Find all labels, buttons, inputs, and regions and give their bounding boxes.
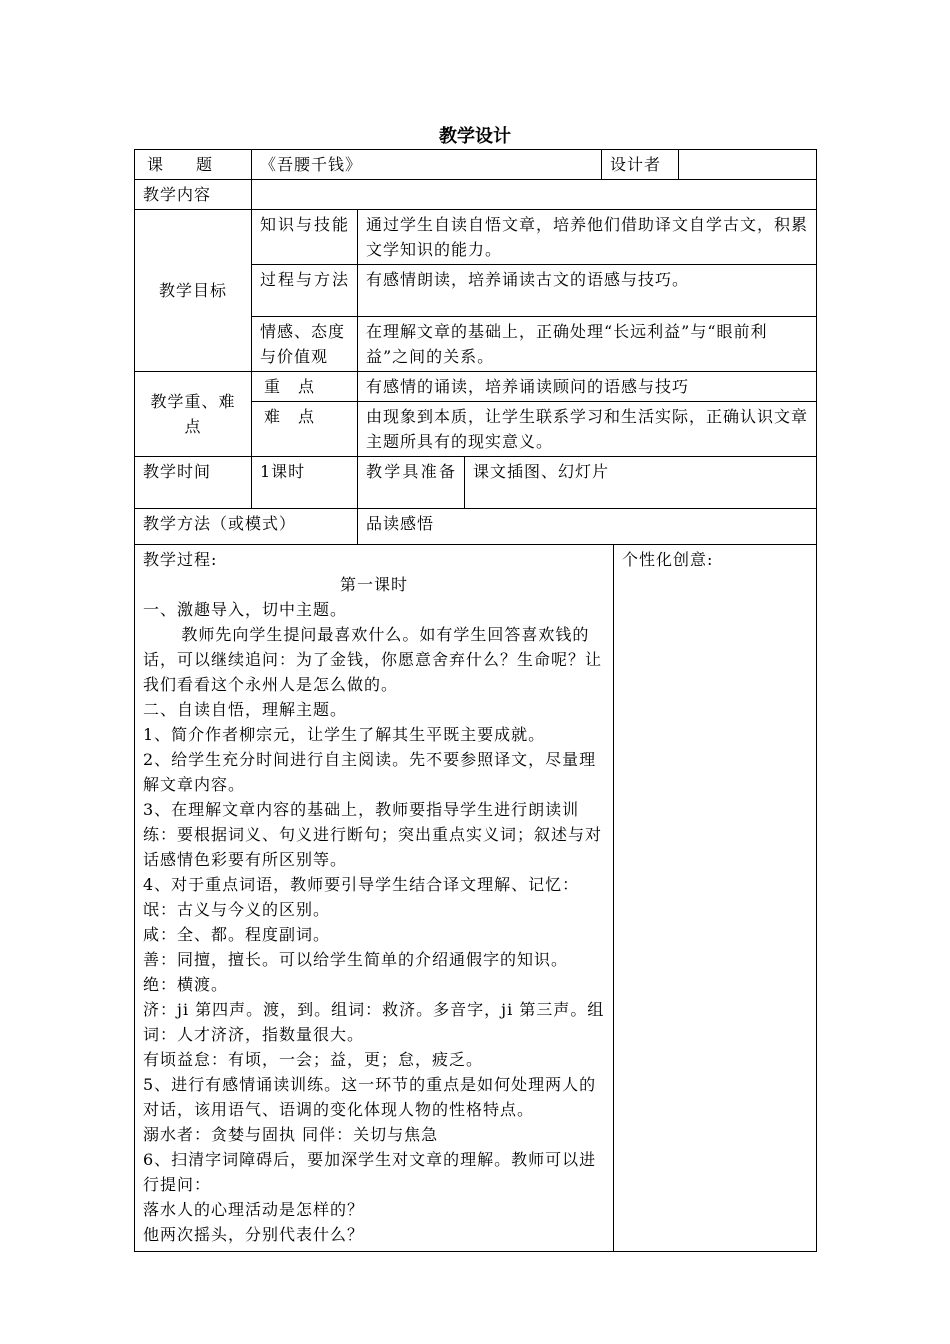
content-label: 教学内容 (135, 180, 252, 210)
tools-label: 教学具准备 (358, 457, 465, 509)
difficulty-label: 难 点 (252, 402, 358, 457)
process-cell (135, 545, 614, 1252)
goal-text-emotion: 在理解文章的基础上，正确处理“长远利益”与“眼前利益”之间的关系。 (358, 317, 817, 372)
method-value: 品读感悟 (358, 509, 817, 545)
process-line: 落水人的心理活动是怎样的？ (143, 1200, 365, 1219)
process-line: 一、激趣导入，切中主题。 (143, 600, 348, 619)
page-title: 教学设计 (439, 126, 511, 147)
designer-label: 设计者 (602, 150, 679, 180)
difficulty-text: 由现象到本质，让学生联系学习和生活实际，正确认识文章主题所具有的现实意义。 (358, 402, 817, 457)
process-line: 他两次摇头，分别代表什么？ (143, 1225, 365, 1244)
focus-label: 重 点 (252, 372, 358, 402)
goal-text-knowledge: 通过学生自读自悟文章，培养他们借助译文自学古文，积累文学知识的能力。 (358, 210, 817, 265)
process-line: 二、自读自悟，理解主题。 (143, 700, 348, 719)
goal-label-process: 过程与方法 (252, 265, 358, 317)
creative-label: 个性化创意: (622, 550, 714, 569)
process-line: 3、在理解文章内容的基础上，教师要指导学生进行朗读训练：要根据词义、句义进行断句；突出重点实义词；叙述与对话感情色彩要有所区别等。 (143, 800, 603, 869)
focus-row (135, 372, 817, 402)
goals-label: 教学目标 (135, 210, 252, 372)
topic-value: 《吾腰千钱》 (252, 150, 602, 180)
creative-cell (614, 545, 817, 1252)
content-row (135, 180, 817, 210)
process-line: 4、对于重点词语，教师要引导学生结合译文理解、记忆： (143, 875, 580, 894)
process-line: 6、扫清字词障碍后，要加深学生对文章的理解。教师可以进行提问： (143, 1150, 597, 1194)
process-line: 善：同擅，擅长。可以给学生简单的介绍通假字的知识。 (143, 950, 569, 969)
tools-value: 课文插图、幻灯片 (465, 457, 817, 509)
topic-label (135, 150, 252, 180)
goal-label-knowledge: 知识与技能 (252, 210, 358, 265)
process-line: 1、简介作者柳宗元，让学生了解其生平既主要成就。 (143, 725, 546, 744)
process-line: 咸：全、都。程度副词。 (143, 925, 331, 944)
topic-label-char-2: 题 (196, 155, 214, 174)
process-line: 氓：古义与今义的区别。 (143, 900, 331, 919)
process-row (135, 545, 817, 1252)
lesson-plan-table (134, 149, 817, 1252)
method-label: 教学方法（或模式） (135, 509, 358, 545)
process-line: 有顷益怠：有顷，一会；益，更；怠，疲乏。 (143, 1050, 484, 1069)
time-label: 教学时间 (135, 457, 252, 509)
process-line: 5、进行有感情诵读训练。这一环节的重点是如何处理两人的对话，该用语气、语调的变化体现人物的性格特点。 (143, 1075, 597, 1119)
time-value: 1课时 (252, 457, 358, 509)
process-line: 教师先向学生提问最喜欢什么。如有学生回答喜欢钱的话，可以继续追问：为了金钱，你愿意舍弃什么？生命呢？让我们看看这个永州人是怎么做的。 (143, 625, 603, 694)
process-line: 2、给学生充分时间进行自主阅读。先不要参照译文，尽量理解文章内容。 (143, 750, 597, 794)
process-line: 绝：横渡。 (143, 975, 229, 994)
process-line: 济：ji 第四声。渡，到。组词：救济。多音字，ji 第三声。组词：人才济济，指数量很大。 (143, 1000, 605, 1044)
topic-row (135, 150, 817, 180)
goal-label-emotion: 情感、态度与价值观 (252, 317, 358, 372)
content-value (252, 180, 817, 210)
focus-text: 有感情的诵读，培养诵读顾问的语感与技巧 (358, 372, 817, 402)
designer-value (679, 150, 817, 180)
method-row (135, 509, 817, 545)
process-subtitle: 第一课时 (340, 575, 409, 594)
time-row (135, 457, 817, 509)
goal-row-knowledge (135, 210, 817, 265)
process-label: 教学过程: (143, 550, 218, 569)
topic-label-char-1: 课 (147, 155, 165, 174)
goal-text-process: 有感情朗读，培养诵读古文的语感与技巧。 (358, 265, 817, 317)
process-line: 溺水者：贪婪与固执 同伴：关切与焦急 (143, 1125, 439, 1144)
key-points-label: 教学重、难点 (135, 372, 252, 457)
